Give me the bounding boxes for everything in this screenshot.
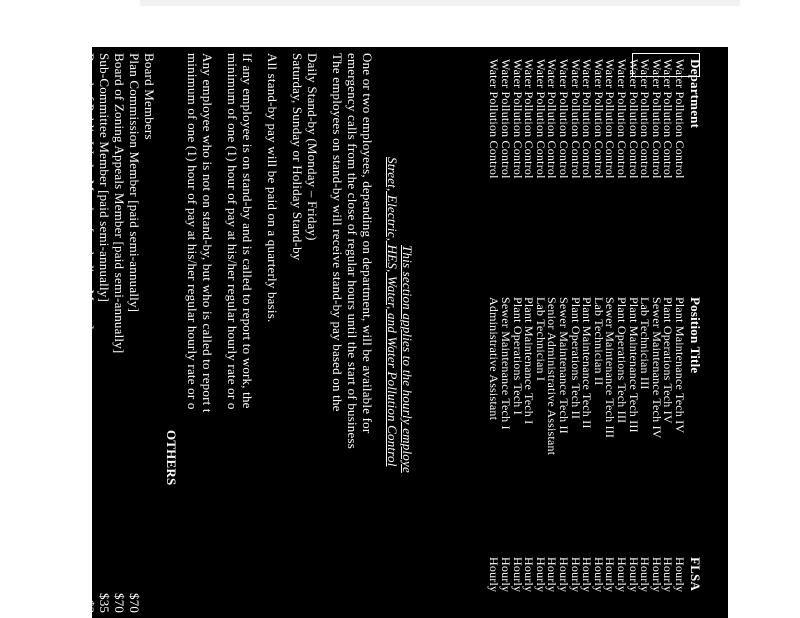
table-header-department: Department — [688, 59, 703, 129]
others-item-label: Sub-Committee Member [paid semi-annually] — [97, 53, 112, 303]
table-cell-position: Plant Maintenance Tech IV — [673, 297, 687, 434]
table-cell-department: Water Pollution Control — [499, 59, 513, 179]
table-cell-flsa: Hourly — [626, 557, 641, 593]
table-cell-position: Sewer Maintenance Tech II — [557, 297, 571, 434]
others-item-label: Board of Public Works Member [excluding Mayor] — [82, 53, 97, 330]
table-cell-position: Lab Technician I — [533, 297, 548, 382]
table-cell-position: Sewer Maintenance Tech IV — [649, 297, 664, 439]
table-cell-position: Sewer Maintenance Tech I — [499, 297, 513, 430]
table-cell-department: Water Pollution Control — [510, 59, 525, 179]
table-cell-flsa: Hourly — [487, 557, 502, 593]
table-cell-department: Water Pollution Control — [568, 59, 583, 179]
standby-weekend: Saturday, Sunday or Holiday Stand-by — [290, 53, 305, 261]
table-cell-position: Plant Maintenance Tech I — [522, 297, 537, 425]
table-cell-flsa: Hourly — [591, 557, 606, 593]
paragraph3-line2: minimum of one (1) hour of pay at his/her regular hourly rate or o — [185, 53, 200, 410]
table-cell-flsa: Hourly — [649, 557, 664, 593]
table-cell-position: Plant Operations Tech IV — [661, 297, 676, 424]
table-cell-position: Lab Technician II — [591, 297, 606, 386]
table-header-flsa: FLSA — [688, 557, 703, 592]
table-cell-flsa: Hourly — [557, 557, 571, 593]
table-cell-flsa: Hourly — [533, 557, 548, 593]
table-cell-flsa: Hourly — [673, 557, 687, 593]
rotated-document-page — [82, 47, 728, 618]
quarterly-note: All stand-by pay will be paid on a quarterly basis. — [265, 53, 280, 323]
paragraph2-line1: If any employee is on stand-by and is called to report to work, the — [240, 53, 255, 409]
table-cell-department: Water Pollution Control — [661, 59, 676, 179]
table-cell-position: Lab Technician III — [638, 297, 653, 390]
table-cell-department: Water Pollution Control — [615, 59, 629, 179]
others-item-label: Plan Commission Member [paid semi-annually] — [127, 53, 142, 313]
table-cell-position: Plant Maintenance Tech II — [580, 297, 595, 429]
table-cell-department: Water Pollution Control — [673, 59, 687, 179]
table-cell-department: Water Pollution Control — [649, 59, 664, 179]
table-cell-department: Water Pollution Control — [603, 59, 618, 179]
paragraph1-line1: One or two employees, depending on department, will be available for — [360, 53, 375, 434]
others-item-amount: $35 — [97, 593, 112, 614]
table-cell-department: Water Pollution Control — [638, 59, 653, 179]
paragraph3-line1: Any employee who is not on stand-by, but who is called to report t — [200, 53, 215, 413]
table-cell-department: Water Pollution Control — [580, 59, 595, 179]
others-item-label: Board of Zoning Appeals Member [paid semi-annually] — [112, 53, 127, 354]
table-cell-department: Water Pollution Control — [487, 59, 502, 179]
others-item-label: Board Members — [142, 53, 157, 140]
table-cell-flsa: Hourly — [499, 557, 513, 593]
section-heading-line1: This section applies to the hourly employe — [400, 245, 415, 473]
others-item-amount: $70 — [112, 593, 127, 614]
paragraph1-line3: The employees on stand-by will receive stand-by pay based on the — [330, 53, 345, 412]
others-item-amount: $3 — [82, 600, 97, 614]
paragraph2-line2: minimum of one (1) hour of pay at his/her regular hourly rate or o — [225, 53, 240, 410]
table-header-position: Position Title — [688, 297, 703, 374]
others-item-amount: $70 — [127, 593, 142, 614]
table-cell-flsa: Hourly — [638, 557, 653, 593]
table-cell-flsa: Hourly — [568, 557, 583, 593]
paragraph1-line2: emergency calls from the close of regular hours until the start of business — [345, 53, 360, 449]
table-cell-position: Plant Operations Tech III — [615, 297, 629, 424]
table-cell-flsa: Hourly — [545, 557, 560, 593]
table-cell-department: Water Pollution Control — [545, 59, 560, 179]
table-cell-flsa: Hourly — [603, 557, 618, 593]
table-cell-flsa: Hourly — [615, 557, 629, 593]
table-cell-position: Plant Maintenance Tech III — [626, 297, 641, 433]
table-cell-position: Plant Operations Tech II — [568, 297, 583, 420]
table-cell-flsa: Hourly — [661, 557, 676, 593]
table-cell-position: Senior Administrative Assistant — [545, 297, 560, 456]
table-cell-position: Plant Operations Tech I — [510, 297, 525, 415]
table-cell-flsa: Hourly — [510, 557, 525, 593]
standby-daily: Daily Stand-by (Monday – Friday) — [305, 53, 320, 241]
table-cell-flsa: Hourly — [580, 557, 595, 593]
table-cell-department: Water Pollution Control — [626, 59, 641, 179]
others-heading: OTHERS — [164, 430, 179, 486]
table-cell-department: Water Pollution Control — [533, 59, 548, 179]
table-cell-department: Water Pollution Control — [591, 59, 606, 179]
table-cell-position: Sewer Maintenance Tech III — [603, 297, 618, 439]
scan-artifact-bar — [140, 0, 740, 6]
table-cell-flsa: Hourly — [522, 557, 537, 593]
section-heading-line2: Street, Electric, HES, Water, and Water Pollution Control — [385, 157, 400, 467]
table-cell-position: Administrative Assistant — [487, 297, 502, 421]
table-cell-department: Water Pollution Control — [522, 59, 537, 179]
table-cell-department: Water Pollution Control — [557, 59, 571, 179]
